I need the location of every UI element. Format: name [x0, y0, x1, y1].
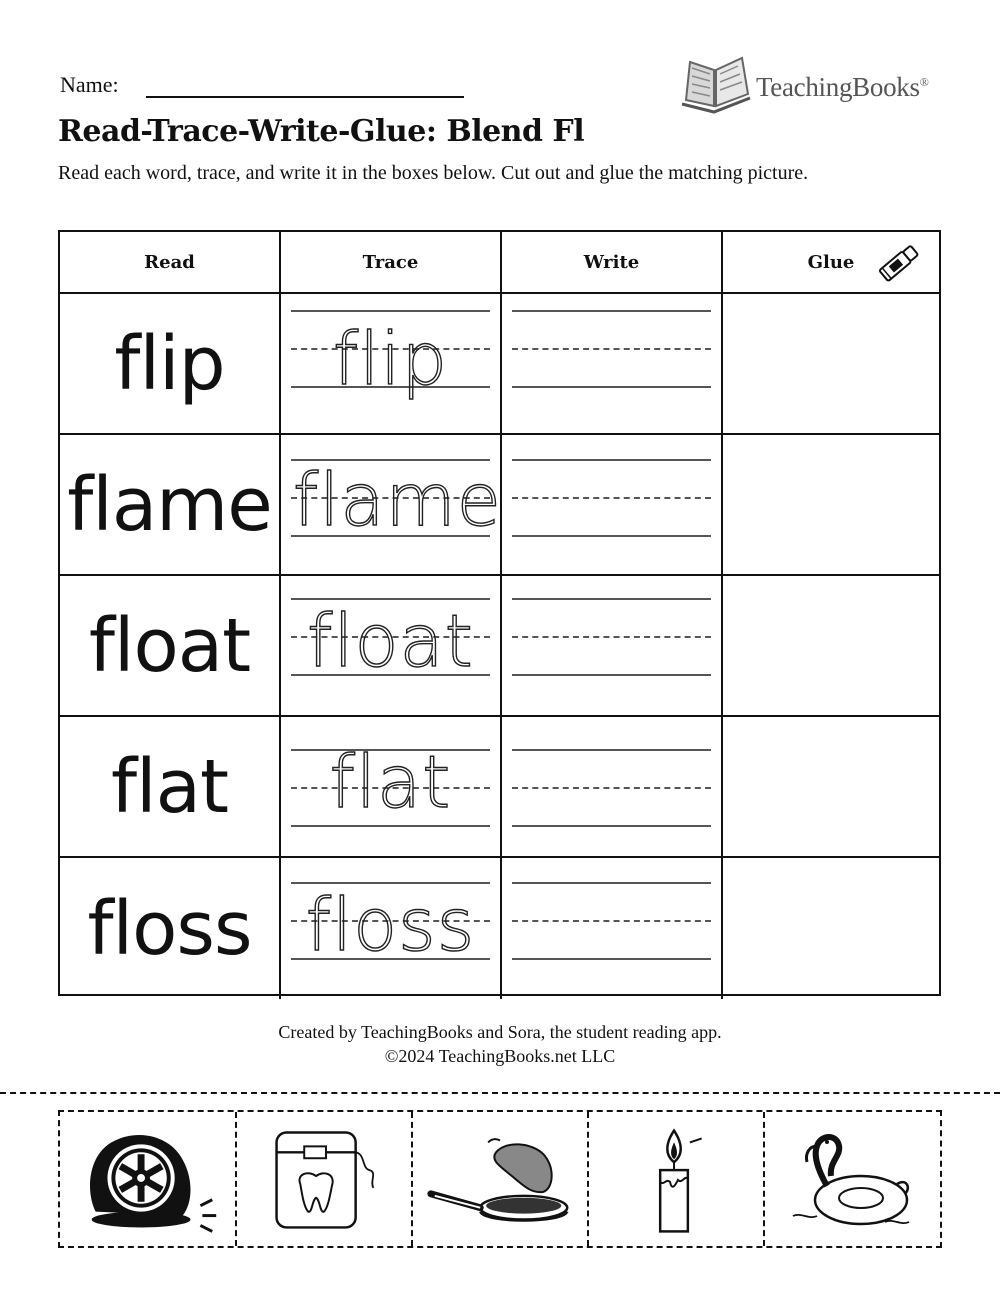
table-row — [60, 435, 939, 576]
page-title: Read-Trace-Write-Glue: Blend Fl — [58, 114, 585, 149]
glue-cell[interactable] — [723, 576, 939, 715]
name-label: Name: — [60, 72, 119, 97]
trace-word: flat — [329, 740, 452, 824]
flat-tire-icon — [60, 1112, 235, 1246]
write-cell[interactable] — [502, 858, 723, 999]
cutout-flat-tire[interactable] — [60, 1112, 237, 1246]
trace-word: floss — [305, 883, 476, 967]
glue-cell[interactable] — [723, 717, 939, 856]
column-header-write: Write — [502, 232, 723, 294]
table-row — [60, 717, 939, 858]
float-flamingo-icon — [765, 1112, 940, 1246]
glue-label: Glue — [807, 251, 855, 273]
trace-cell[interactable] — [281, 576, 502, 715]
credits — [0, 1020, 1000, 1068]
read-word: flame — [60, 435, 281, 574]
read-word: flat — [60, 717, 281, 856]
write-cell[interactable] — [502, 435, 723, 574]
floss-icon — [237, 1112, 411, 1246]
name-field[interactable] — [146, 96, 464, 98]
glue-stick-icon — [873, 237, 925, 289]
cutout-flamingo-float[interactable] — [765, 1112, 940, 1246]
trace-cell[interactable] — [281, 294, 502, 433]
table-row — [60, 858, 939, 999]
cut-line — [0, 1092, 1000, 1094]
cutout-candle-flame[interactable] — [589, 1112, 765, 1246]
cutout-pancake-flip[interactable] — [413, 1112, 589, 1246]
write-cell[interactable] — [502, 717, 723, 856]
column-header-glue — [723, 232, 939, 294]
column-header-read: Read — [60, 232, 281, 294]
flame-candle-icon — [589, 1112, 763, 1246]
read-word: floss — [60, 858, 281, 999]
trace-cell[interactable] — [281, 435, 502, 574]
copyright-line: ©2024 TeachingBooks.net LLC — [384, 1046, 616, 1066]
worksheet-table — [58, 230, 941, 996]
table-row — [60, 576, 939, 717]
open-book-icon — [680, 54, 754, 118]
read-word: flip — [60, 294, 281, 433]
trace-word: float — [307, 599, 474, 683]
instructions: Read each word, trace, and write it in the boxes below. Cut out and glue the matching picture. — [58, 162, 809, 184]
trace-word: flame — [293, 458, 502, 542]
cutout-strip — [58, 1110, 942, 1248]
column-header-trace: Trace — [281, 232, 502, 294]
flip-pancake-icon — [413, 1112, 587, 1246]
trace-cell[interactable] — [281, 858, 502, 999]
glue-cell[interactable] — [723, 294, 939, 433]
logo-wordmark: TeachingBooks® — [756, 72, 929, 102]
write-cell[interactable] — [502, 576, 723, 715]
table-row — [60, 294, 939, 435]
read-word: float — [60, 576, 281, 715]
cutout-floss[interactable] — [237, 1112, 413, 1246]
credit-line: Created by TeachingBooks and Sora, the student reading app. — [278, 1022, 722, 1042]
trace-cell[interactable] — [281, 717, 502, 856]
glue-cell[interactable] — [723, 435, 939, 574]
teachingbooks-logo — [680, 54, 950, 118]
trace-word: flip — [332, 317, 449, 401]
glue-cell[interactable] — [723, 858, 939, 999]
write-cell[interactable] — [502, 294, 723, 433]
